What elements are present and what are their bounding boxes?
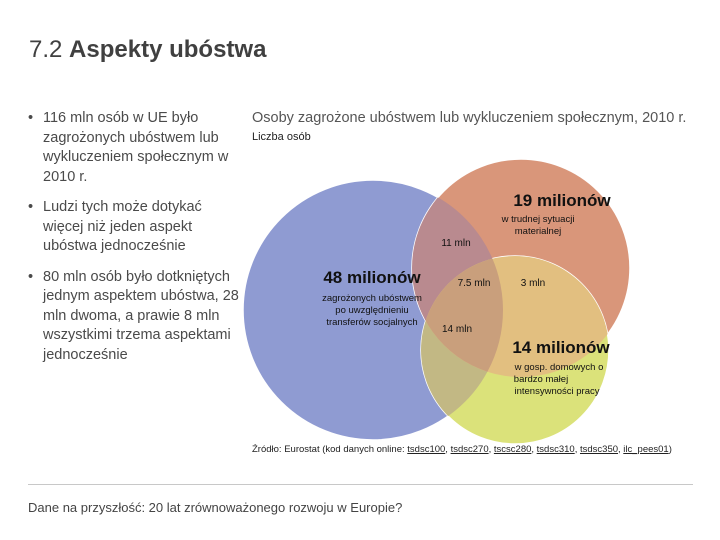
chart-title: Osoby zagrożone ubóstwem lub wykluczeniem społecznym, 2010 r. — [252, 110, 687, 126]
overlap-label-abc: 7.5 mln — [457, 278, 491, 289]
source-link[interactable]: tscsc280 — [493, 444, 532, 455]
set-desc-low-work-intensity-3: intensywności pracy — [514, 386, 600, 397]
overlap-label-bc: 3 mln — [520, 278, 546, 289]
bullet-text: 80 mln osób było dotkniętych jednym aspektem ubóstwa, 28 mln dwoma, a prawie 8 mln wszystkimi trzema aspektami jednocześnie — [43, 268, 239, 363]
source-prefix: Źródło: Eurostat (kod danych online: — [252, 444, 408, 455]
source-link[interactable]: tsdsc350 — [579, 444, 619, 455]
set-label-poverty-risk: 48 milionów — [323, 268, 421, 287]
slide-title-text: Aspekty ubóstwa — [69, 36, 267, 63]
set-desc-poverty-risk-1: zagrożonych ubóstwem — [322, 293, 422, 304]
set-desc-low-work-intensity-2: bardzo małej — [513, 374, 569, 385]
set-label-material-deprivation: 19 milionów — [513, 191, 611, 210]
source-link[interactable]: tsdsc310 — [536, 444, 575, 455]
bullet-text: 116 mln osób w UE było zagrożonych ubóstwem lub wykluczeniem społecznym w 2010 r. — [43, 110, 229, 185]
bullet-text: Ludzi tych może dotykać więcej niż jeden aspekt ubóstwa jednocześnie — [43, 199, 202, 254]
source-link[interactable]: ilc_pees01 — [623, 444, 669, 455]
bullet-marker: • — [28, 199, 34, 215]
source-note: Źródło: Eurostat (kod danych online: tsdsc100, tsdsc270, tscsc280, tsdsc310, tsdsc350, ilc_pees01) — [252, 444, 672, 455]
set-desc-low-work-intensity-1: w gosp. domowych o — [514, 362, 604, 373]
source-suffix: ) — [668, 444, 672, 455]
source-link[interactable]: tsdsc270 — [450, 444, 489, 455]
bullet-marker: • — [28, 110, 34, 126]
slide-title-number: 7.2 — [29, 36, 63, 63]
set-label-low-work-intensity: 14 milionów — [512, 338, 610, 357]
source-link[interactable]: tsdsc100 — [407, 444, 446, 455]
footer-divider — [28, 484, 693, 485]
bullet-marker: • — [28, 268, 34, 285]
overlap-label-ab: 11 mln — [441, 238, 471, 249]
overlap-label-ac: 14 mln — [441, 324, 473, 335]
set-desc-poverty-risk-3: transferów socjalnych — [326, 317, 418, 328]
chart-unit-label: Liczba osób — [252, 131, 311, 143]
set-desc-material-deprivation-1: w trudnej sytuacji — [501, 214, 575, 225]
set-desc-material-deprivation-2: materialnej — [514, 226, 562, 237]
set-desc-poverty-risk-2: po uwzględnieniu — [335, 305, 409, 316]
footer-text: Dane na przyszłość: 20 lat zrównoważonego rozwoju w Europie? — [28, 500, 403, 515]
